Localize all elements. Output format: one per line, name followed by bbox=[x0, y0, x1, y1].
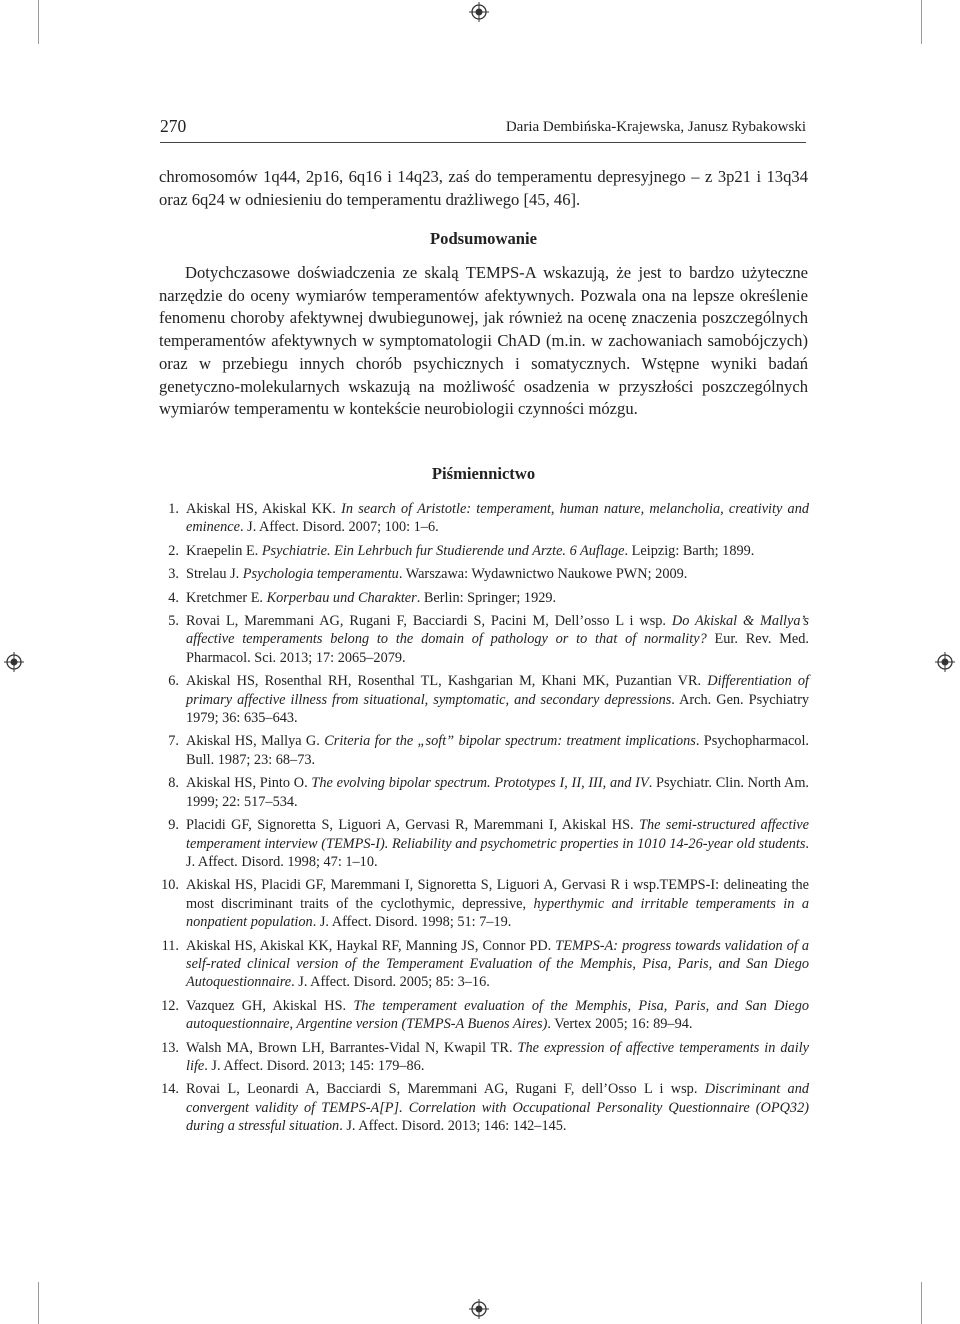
registration-mark-icon bbox=[4, 652, 24, 672]
reference-source: . J. Affect. Disord. 1998; 47: 1–10. bbox=[186, 835, 809, 870]
reference-authors: Kraepelin E. bbox=[186, 542, 259, 559]
crop-mark-top-right bbox=[921, 0, 922, 44]
crop-mark-top-left bbox=[38, 0, 39, 44]
reference-item bbox=[159, 816, 809, 871]
reference-title: Psychiatrie. Ein Lehrbuch fur Studierende und Arzte. 6 Auflage bbox=[261, 542, 625, 559]
crop-mark-bottom-right bbox=[921, 1282, 922, 1324]
page-number: 270 bbox=[160, 116, 187, 136]
reference-number: 11. bbox=[161, 937, 179, 954]
reference-number: 8. bbox=[168, 775, 179, 792]
reference-item bbox=[159, 1039, 809, 1076]
reference-title: The temperament evaluation of the Memphis, Pisa, Paris, and San Diego autoquestionnaire, Argentine version (TEMPS-A Buenos Aires) bbox=[186, 997, 810, 1033]
reference-authors: Strelau J. bbox=[186, 566, 240, 583]
reference-title: The expression of affective temperaments in daily life bbox=[186, 1039, 809, 1074]
reference-source: . J. Affect. Disord. 1998; 51: 7–19. bbox=[312, 914, 512, 931]
reference-authors: Akiskal HS, Placidi GF, Maremmani I, Signoretta S, Liguori A, Gervasi R i wsp.TEMPS-I: delineating the most discriminant traits of the cyclothymic, depressive, bbox=[186, 877, 809, 912]
reference-item bbox=[159, 542, 809, 560]
references-heading: Piśmiennictwo bbox=[431, 464, 536, 483]
reference-source: . J. Affect. Disord. 2013; 146: 142–145. bbox=[339, 1118, 567, 1135]
reference-authors: Akiskal HS, Rosenthal RH, Rosenthal TL, Kashgarian M, Khani MK, Puzantian VR. bbox=[186, 673, 702, 690]
reference-title: Do Akiskal & Mallya’s affective temperaments belong to the domain of pathology or to that of normality? bbox=[186, 613, 809, 648]
reference-source: . Warszawa: Wydawnictwo Naukowe PWN; 2009. bbox=[398, 566, 688, 583]
reference-title: hyperthymic and irritable temperaments in a nonpatient population bbox=[186, 895, 810, 931]
reference-title: Psychologia temperamentu bbox=[242, 566, 399, 583]
running-title: Daria Dembińska-Krajewska, Janusz Rybakowski bbox=[505, 119, 806, 135]
reference-number: 3. bbox=[168, 566, 179, 583]
reference-authors: Rovai L, Maremmani AG, Rugani F, Bacciardi S, Pacini M, Dell’osso L i wsp. bbox=[186, 613, 666, 630]
reference-title: Korperbau und Charakter bbox=[266, 589, 417, 606]
reference-item bbox=[159, 672, 809, 727]
reference-item bbox=[159, 1080, 809, 1135]
reference-authors: Vazquez GH, Akiskal HS. bbox=[186, 997, 347, 1014]
summary-heading: Podsumowanie bbox=[430, 229, 537, 248]
reference-item bbox=[159, 500, 809, 537]
reference-list bbox=[159, 500, 809, 1141]
reference-source: . Psychiatr. Clin. North Am. 1999; 22: 517–534. bbox=[186, 775, 810, 810]
reference-source: . Vertex 2005; 16: 89–94. bbox=[547, 1016, 693, 1033]
reference-number: 14. bbox=[161, 1081, 179, 1098]
reference-number: 9. bbox=[168, 817, 179, 834]
registration-mark-icon bbox=[469, 1299, 489, 1319]
reference-authors: Kretchmer E. bbox=[186, 589, 264, 606]
registration-mark-icon bbox=[469, 2, 489, 22]
reference-number: 12. bbox=[161, 997, 179, 1014]
reference-authors: Akiskal HS, Akiskal KK. bbox=[186, 501, 336, 517]
reference-source: Eur. Rev. Med. Pharmacol. Sci. 2013; 17: 2065–2079. bbox=[186, 631, 809, 666]
reference-source: . J. Affect. Disord. 2005; 85: 3–16. bbox=[291, 974, 490, 991]
reference-number: 5. bbox=[168, 613, 179, 630]
reference-authors: Akiskal HS, Akiskal KK, Haykal RF, Manning JS, Connor PD. bbox=[186, 937, 552, 954]
reference-item bbox=[159, 565, 809, 583]
reference-title: TEMPS-A: progress towards validation of a self-rated clinical version of the Temperament Evaluation of the Memphis, Pisa, Paris, and San Diego Autoquestionnaire bbox=[186, 937, 810, 991]
reference-authors: Akiskal HS, Mallya G. bbox=[186, 733, 320, 750]
reference-item bbox=[159, 732, 809, 769]
reference-item bbox=[159, 937, 809, 992]
reference-number: 7. bbox=[168, 733, 179, 750]
page-header bbox=[160, 116, 806, 143]
reference-title: Differentiation of primary affective illness from situational, symptomatic, and secondary depressions bbox=[186, 673, 809, 708]
reference-authors: Walsh MA, Brown LH, Barrantes-Vidal N, Kwapil TR. bbox=[186, 1039, 513, 1056]
reference-item bbox=[159, 774, 809, 811]
reference-number: 13. bbox=[161, 1039, 179, 1056]
reference-title: In search of Aristotle: temperament, human nature, melancholia, creativity and eminence bbox=[186, 501, 809, 536]
reference-item bbox=[159, 997, 809, 1034]
reference-source: . Psychopharmacol. Bull. 1987; 23: 68–73. bbox=[186, 733, 809, 768]
reference-source: . J. Affect. Disord. 2013; 145: 179–86. bbox=[204, 1057, 425, 1074]
reference-item bbox=[159, 876, 809, 931]
crop-mark-bottom-left bbox=[38, 1282, 39, 1324]
reference-authors: Placidi GF, Signoretta S, Liguori A, Gervasi R, Maremmani I, Akiskal HS. bbox=[186, 817, 634, 834]
registration-mark-icon bbox=[935, 652, 955, 672]
reference-number: 4. bbox=[168, 589, 179, 606]
reference-authors: Rovai L, Leonardi A, Bacciardi S, Maremmani AG, Rugani F, dell’Osso L i wsp. bbox=[186, 1081, 698, 1098]
reference-title: Discriminant and convergent validity of TEMPS-A[P]. Correlation with Occupational Personality Questionnaire (OPQ32) during a stressful situation bbox=[186, 1081, 809, 1135]
reference-title: The semi-structured affective temperament interview (TEMPS-I). Reliability and psychometric properties in 1010 14-26-year old students bbox=[186, 817, 809, 852]
reference-number: 10. bbox=[161, 877, 179, 894]
reference-source: . J. Affect. Disord. 2007; 100: 1–6. bbox=[239, 519, 439, 536]
reference-source: . Arch. Gen. Psychiatry 1979; 36: 635–643. bbox=[186, 691, 809, 727]
reference-item bbox=[159, 612, 809, 667]
reference-authors: Akiskal HS, Pinto O. bbox=[186, 775, 308, 792]
reference-item bbox=[159, 589, 809, 607]
reference-title: The evolving bipolar spectrum. Prototypes I, II, III, and IV bbox=[311, 775, 649, 792]
reference-number: 6. bbox=[168, 673, 179, 690]
reference-source: . Berlin: Springer; 1929. bbox=[416, 589, 557, 606]
reference-number: 1. bbox=[168, 501, 179, 517]
summary-paragraph: Dotychczasowe doświadczenia ze skalą TEMPS-A wskazują, że jest to bardzo użyteczne narzędzie do oceny wymiarów temperamentów afektywnych. Pozwala ona na lepsze określenie fenomenu choroby afektywnej dwubiegunowej, jak również na ocenę znaczenia poszczególnych temperamentów afektywnych w symptomatologii ChAD (m.in. w zachowaniach samobójczych) oraz w przebiegu innych chorób psychicznych i somatycznych. Wstępne wyniki badań genetyczno-molekularnych wskazują na możliwość osadzenia w przyszłości poszczególnych wymiarów temperamentu w kontekście neurobiologii czynności mózgu. bbox=[159, 263, 808, 419]
reference-source: . Leipzig: Barth; 1899. bbox=[624, 542, 755, 559]
intro-paragraph: chromosomów 1q44, 2p16, 6q16 i 14q23, zaś do temperamentu depresyjnego – z 3p21 i 13q34 oraz 6q24 w odniesieniu do temperamentu drażliwego [45, 46]. bbox=[159, 167, 808, 209]
reference-title: Criteria for the „soft” bipolar spectrum: treatment implications bbox=[324, 733, 696, 750]
reference-number: 2. bbox=[168, 542, 179, 559]
